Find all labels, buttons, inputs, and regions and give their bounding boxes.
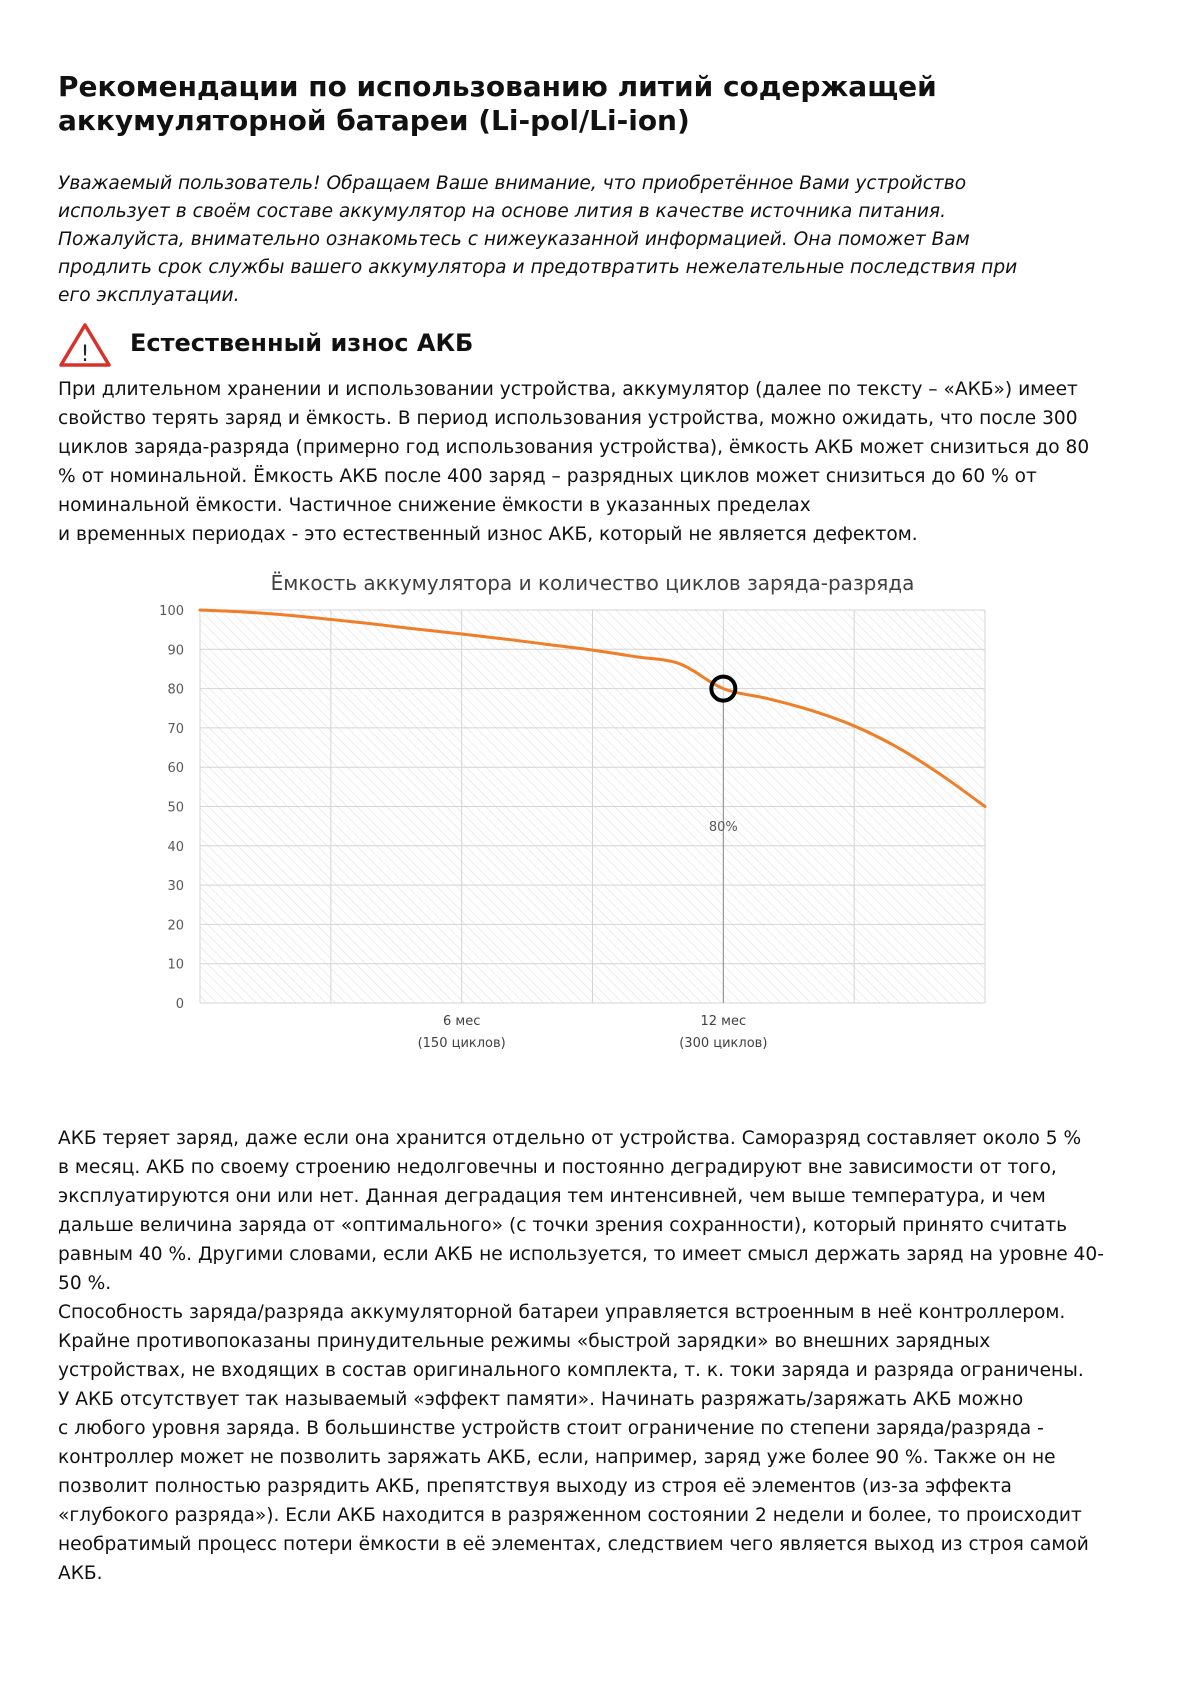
paragraph-line: позволит полностью разрядить АКБ, препятствуя выходу из строя её элементов (из-за эффекта — [58, 1476, 1012, 1497]
y-tick-label: 30 — [167, 879, 184, 895]
capacity-chart-svg — [160, 570, 1040, 1110]
capacity-chart — [160, 570, 1040, 1110]
title-line: Рекомендации по использованию литий содержащей — [58, 70, 937, 103]
x-tick-sublabel: (150 циклов) — [417, 1036, 506, 1051]
section-header — [58, 322, 858, 368]
x-tick-sublabel: (300 циклов) — [679, 1036, 768, 1051]
intro-line: его эксплуатации. — [58, 285, 240, 306]
paragraph-line: Крайне противопоказаны принудительные режимы «быстрой зарядки» во внешних зарядных — [58, 1331, 991, 1352]
y-tick-label: 60 — [167, 761, 184, 777]
paragraph-line: Способность заряда/разряда аккумуляторной батареи управляется встроенным в неё контроллером. — [58, 1302, 1066, 1323]
y-tick-label: 0 — [175, 997, 184, 1012]
paragraph-line: 50 %. — [58, 1273, 112, 1294]
section-title: Естественный износ АКБ — [130, 329, 474, 357]
paragraph-line: При длительном хранении и использовании устройства, аккумулятор (далее по тексту – «АКБ») имеет — [58, 379, 1078, 400]
title-line: аккумуляторной батареи (Li-pol/Li-ion) — [58, 104, 690, 137]
paragraph-line: АКБ. — [58, 1563, 103, 1584]
paragraph-line: АКБ теряет заряд, даже если она хранится отдельно от устройства. Саморазряд составляет около 5 % — [58, 1128, 1082, 1149]
paragraph-line: и временных периодах - это естественный износ АКБ, который не является дефектом. — [58, 524, 918, 545]
paragraph-line: эксплуатируются они или нет. Данная деградация тем интенсивней, чем выше температура, и чем — [58, 1186, 1046, 1207]
paragraph-line: в месяц. АКБ по своему строению недолговечны и постоянно деградируют вне зависимости от того, — [58, 1157, 1057, 1178]
warning-exclamation: ! — [80, 342, 90, 367]
intro-line: Пожалуйста, внимательно ознакомьтесь с нижеуказанной информацией. Она поможет Вам — [58, 229, 970, 250]
paragraph-line: «глубокого разряда»). Если АКБ находится в разряженном состоянии 2 недели и более, то происходит — [58, 1505, 1082, 1526]
paragraph-line: необратимый процесс потери ёмкости в её элементах, следствием чего является выход из строя самой — [58, 1534, 1089, 1555]
paragraph-line: с любого уровня заряда. В большинстве устройств стоит ограничение по степени заряда/разряда - — [58, 1418, 1044, 1439]
intro-line: Уважаемый пользователь! Обращаем Ваше внимание, что приобретённое Вами устройство — [58, 173, 967, 194]
intro-line: продлить срок службы вашего аккумулятора и предотвратить нежелательные последствия при — [58, 257, 1018, 278]
paragraph-wear — [58, 375, 1138, 549]
warning-triangle-icon — [58, 322, 112, 368]
paragraph-line: равным 40 %. Другими словами, если АКБ не используется, то имеет смысл держать заряд на уровне 40- — [58, 1244, 1104, 1265]
y-tick-label: 80 — [167, 682, 184, 698]
y-tick-label: 70 — [167, 721, 184, 737]
paragraph-line: контроллер может не позволить заряжать АКБ, если, например, заряд уже более 90 %. Также он не — [58, 1447, 1056, 1468]
page-title — [58, 70, 1138, 138]
marker-data-label: 80% — [708, 820, 738, 836]
x-tick-label: 12 мес — [700, 1014, 747, 1029]
paragraph-line: устройствах, не входящих в состав оригинального комплекта, т. к. токи заряда и разряда ограничены. — [58, 1360, 1084, 1381]
paragraph-line: свойство терять заряд и ёмкость. В период использования устройства, можно ожидать, что после 300 — [58, 408, 1078, 429]
intro-paragraph — [58, 170, 1138, 310]
y-tick-label: 90 — [167, 643, 184, 659]
paragraph-line: циклов заряда-разряда (примерно год использования устройства), ёмкость АКБ может снизиться до 80 — [58, 437, 1090, 458]
y-tick-label: 100 — [160, 604, 184, 619]
x-tick-label: 6 мес — [442, 1014, 481, 1029]
chart-title: Ёмкость аккумулятора и количество циклов заряда-разряда — [270, 571, 915, 595]
paragraph-storage — [58, 1124, 1138, 1588]
y-tick-label: 40 — [167, 839, 184, 855]
x-axis — [418, 1014, 768, 1051]
y-axis — [160, 604, 184, 1012]
paragraph-line: У АКБ отсутствует так называемый «эффект памяти». Начинать разряжать/заряжать АКБ можно — [58, 1389, 1024, 1410]
intro-line: использует в своём составе аккумулятор на основе лития в качестве источника питания. — [58, 201, 947, 222]
paragraph-line: дальше величина заряда от «оптимального» (с точки зрения сохранности), который принято считать — [58, 1215, 1068, 1236]
paragraph-line: номинальной ёмкости. Частичное снижение ёмкости в указанных пределах — [58, 495, 811, 516]
paragraph-line: % от номинальной. Ёмкость АКБ после 400 заряд – разрядных циклов может снизиться до 60 % от — [58, 466, 1037, 487]
y-tick-label: 10 — [167, 957, 184, 973]
y-tick-label: 50 — [167, 800, 184, 816]
y-tick-label: 20 — [167, 918, 184, 934]
